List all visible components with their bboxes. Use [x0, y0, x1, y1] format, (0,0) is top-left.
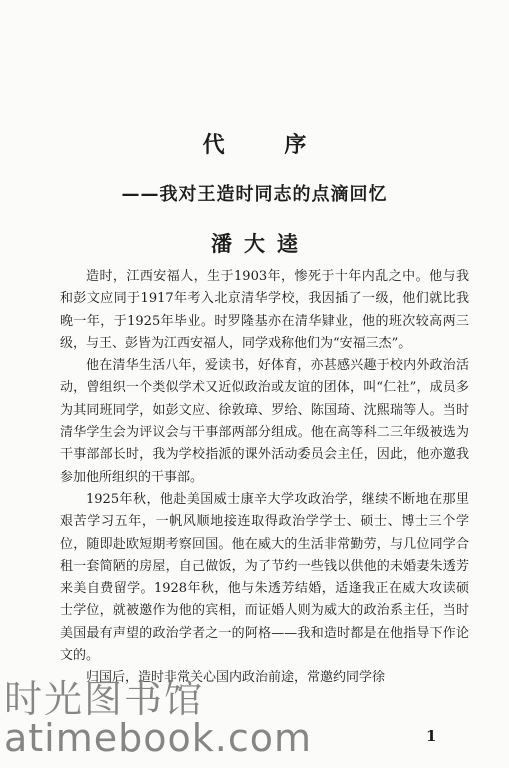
paragraph: 他在清华生活八年，爱读书，好体育，亦甚感兴趣于校内外政治活动，曾组织一个类似学术又近似政治或友谊的团体，叫“仁社”，成员多为其同班同学，如彭文应、徐敦璋、罗给、陈国琦、沈熙瑞等人。当时清华学生会为评议会与干事部两部分组成。他在高等科二三年级被选为干事部部长时，我为学校指派的课外活动委员会主任，因此，他亦邀我参加他所组织的干事部。	[60, 358, 469, 485]
author-name: 潘大逵	[211, 232, 310, 256]
page-title: 代 序	[202, 133, 333, 158]
page-number: 1	[426, 727, 437, 745]
paragraph: 造时，江西安福人，生于1903年，惨死于十年内乱之中。他与我和彭文应同于1917年考入北京清华学校，我因插了一级，他们就比我晚一年，于1925年毕业。时罗隆基亦在清华肄业，他的班次较高两三级，与王、彭皆为江西安福人，同学戏称他们为“安福三杰”。	[60, 269, 469, 351]
watermark-url: atimebook.com	[4, 716, 313, 760]
watermark-text: 时光图书馆	[4, 677, 205, 721]
paragraph: 归国后，造时非常关心国内政治前途，常邀约同学徐	[86, 670, 386, 686]
body-text	[60, 266, 469, 690]
page-subtitle: ——我对王造时同志的点滴回忆	[121, 184, 388, 205]
paragraph: 1925年秋，他赴美国威士康辛大学攻政治学，继续不断地在那里艰苦学习五年，一帆风顺地接连取得政治学学士、硕士、博士三个学位，随即赴欧短期考察回国。他在威大的生活非常勤劳，与几位同学合租一套简陋的房屋，自己做饭，为了节约一些钱以供他的未婚妻朱透芳来美自费留学。1928年秋，他与朱透芳结婚，适逢我正在威大攻读硕士学位，就被邀作为他的宾相，而证婚人则为威大的政治系主任，当时美国最有声望的政治学者之一的阿格——我和造时都是在他指导下作论文的。	[60, 491, 469, 664]
